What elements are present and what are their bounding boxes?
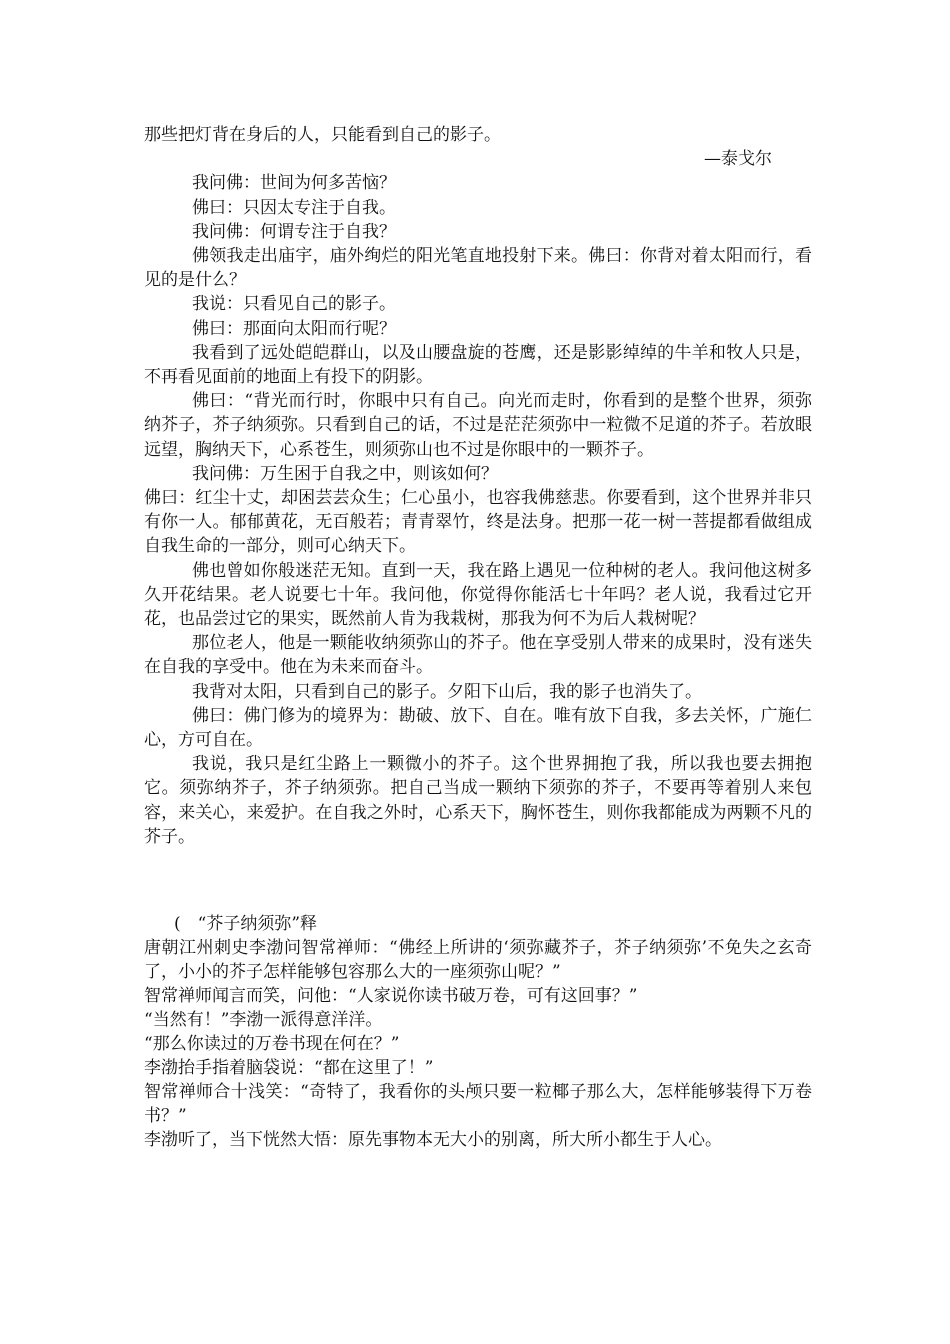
essay-paragraph: 我说，我只是红尘路上一颗微小的芥子。这个世界拥抱了我，所以我也要去拥抱它。须弥纳芥子，芥子纳须弥。把自己当成一颗纳下须弥的芥子，不要再等着别人来包容，来关心，来爱护。在自我之外时，心系天下，胸怀苍生，则你我都能成为两颗不凡的芥子。 xyxy=(144,754,812,847)
section-title: ( “芥子纳须弥”释 xyxy=(174,914,318,934)
explanation-paragraph: 李渤听了，当下恍然大悟：原先事物本无大小的别离，所大所小都生于人心。 xyxy=(144,1130,722,1150)
essay-paragraph: 我问佛：何谓专注于自我？ xyxy=(192,221,396,242)
essay-paragraph: 佛曰：红尘十丈，却困芸芸众生；仁心虽小，也容我佛慈悲。你要看到，这个世界并非只有你一人。郁郁黄花，无百般若；青青翠竹，终是法身。把那一花一树一菩提都看做组成自我生命的一部分，则可心纳天下。 xyxy=(144,488,812,557)
essay-paragraph: 我问佛：万生困于自我之中，则该如何？ xyxy=(192,463,498,484)
essay-paragraph: 佛曰：佛门修为的境界为：勘破、放下、自在。唯有放下自我，多去关怀，广施仁心，方可自在。 xyxy=(144,705,812,751)
essay-paragraph: 佛曰：只因太专注于自我。 xyxy=(192,197,396,218)
explanation-paragraph: 智常禅师合十浅笑：“奇特了，我看你的头颅只要一粒椰子那么大，怎样能够装得下万卷书？” xyxy=(144,1082,812,1126)
essay-paragraph: 我说：只看见自己的影子。 xyxy=(192,294,396,315)
essay-paragraph: 佛曰：那面向太阳而行呢？ xyxy=(192,318,396,339)
essay-section xyxy=(144,123,812,849)
explanation-paragraph: “当然有！”李渤一派得意洋洋。 xyxy=(144,1010,383,1030)
essay-paragraph: 佛曰：“背光而行时，你眼中只有自己。向光而走时，你看到的是整个世界，须弥纳芥子，芥子纳须弥。只看到自己的话，不过是茫茫须弥中一粒微不足道的芥子。若放眼远望，胸纳天下，心系苍生，则须弥山也不过是你眼中的一颗芥子。 xyxy=(144,391,812,460)
epigraph: 那些把灯背在身后的人，只能看到自己的影子。 xyxy=(144,125,501,145)
essay-paragraph: 佛也曾如你般迷茫无知。直到一天，我在路上遇见一位种树的老人。我问他这树多久开花结果。老人说要七十年。我问他，你觉得你能活七十年吗？老人说，我看过它开花，也品尝过它的果实，既然前人肯为我栽树，那我为何不为后人栽树呢？ xyxy=(144,560,812,630)
explanation-section xyxy=(144,912,812,1152)
epigraph-attribution: —泰戈尔 xyxy=(704,149,772,170)
essay-paragraphs xyxy=(144,171,812,849)
explanation-paragraph: 唐朝江州刺史李渤问智常禅师：“佛经上所讲的‘须弥藏芥子，芥子纳须弥’不免失之玄奇了，小小的芥子怎样能够包容那么大的一座须弥山呢？” xyxy=(144,938,812,982)
explanation-paragraphs xyxy=(144,936,812,1152)
essay-paragraph: 那位老人，他是一颗能收纳须弥山的芥子。他在享受别人带来的成果时，没有迷失在自我的享受中。他在为未来而奋斗。 xyxy=(144,633,812,678)
explanation-paragraph: 智常禅师闻言而笑，问他：“人家说你读书破万卷，可有这回事？” xyxy=(144,986,638,1006)
essay-paragraph: 佛领我走出庙宇，庙外绚烂的阳光笔直地投射下来。佛曰：你背对着太阳而行，看见的是什么？ xyxy=(144,246,812,291)
essay-paragraph: 我背对太阳，只看到自己的影子。夕阳下山后，我的影子也消失了。 xyxy=(192,681,702,702)
explanation-paragraph: 李渤抬手指着脑袋说：“都在这里了！” xyxy=(144,1058,434,1078)
explanation-paragraph: “那么你读过的万卷书现在何在？” xyxy=(144,1034,400,1054)
essay-paragraph: 我问佛：世间为何多苦恼？ xyxy=(192,173,396,194)
essay-paragraph: 我看到了远处皑皑群山，以及山腰盘旋的苍鹰，还是影影绰绰的牛羊和牧人只是，不再看见面前的地面上有投下的阴影。 xyxy=(144,342,812,388)
